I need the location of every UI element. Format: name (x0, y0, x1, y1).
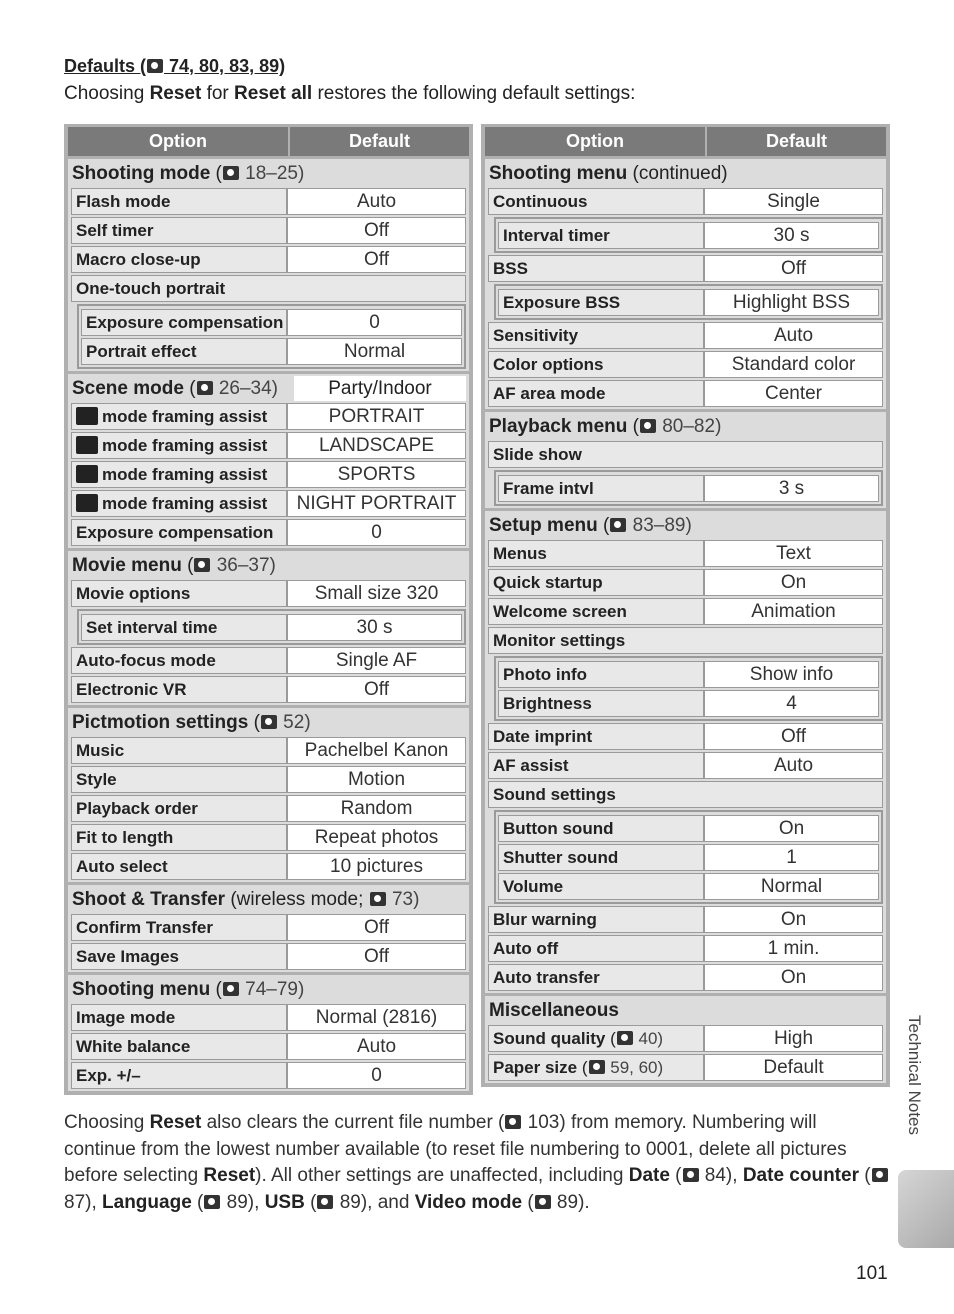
table-row: Flash mode Auto (71, 188, 466, 215)
table-row: Electronic VR Off (71, 676, 466, 703)
table-row: AF area mode Center (488, 380, 883, 407)
table-row: mode framing assist LANDSCAPE (71, 432, 466, 459)
section-title: Playback menu ( 80–82) (489, 416, 722, 437)
table-row: Macro close-up Off (71, 246, 466, 273)
table-row: Paper size ( 59, 60) Default (488, 1054, 883, 1081)
section-title: Scene mode ( 26–34) Party/Indoor (71, 376, 466, 401)
table-row: Sensitivity Auto (488, 322, 883, 349)
section-shooting-menu-continued (485, 159, 886, 409)
section-title: Pictmotion settings ( 52) (72, 712, 311, 733)
table-row: Photo info Show info (498, 661, 879, 688)
subgroup-sound-settings (494, 810, 883, 904)
subgroup-bss (494, 284, 883, 320)
table-row: Welcome screen Animation (488, 598, 883, 625)
table-row: mode framing assist NIGHT PORTRAIT (71, 490, 466, 517)
subgroup-movie-options (77, 609, 466, 645)
table-row: Interval timer 30 s (498, 222, 879, 249)
table-row: Auto-focus mode Single AF (71, 647, 466, 674)
page-reference-icon (370, 892, 386, 906)
table-row: Exp. +/– 0 (71, 1062, 466, 1089)
section-shooting-menu (68, 975, 469, 1091)
table-row: Playback order Random (71, 795, 466, 822)
table-row: Set interval time 30 s (81, 614, 462, 641)
page-reference-icon (640, 419, 656, 433)
page-reference-icon (535, 1195, 551, 1209)
section-title: Shooting menu (continued) (489, 163, 728, 184)
page-reference-icon (194, 558, 210, 572)
table-header (68, 127, 469, 156)
header-option: Option (68, 127, 290, 156)
section-shooting-mode (68, 159, 469, 371)
table-row: Button sound On (498, 815, 879, 842)
defaults-table-left (64, 124, 473, 1095)
chapter-tab (898, 1170, 954, 1248)
section-heading: Defaults ( 74, 80, 83, 89) (64, 56, 286, 76)
table-row: Portrait effect Normal (81, 338, 462, 365)
table-row: White balance Auto (71, 1033, 466, 1060)
header-default: Default (707, 127, 886, 156)
table-row: Blur warning On (488, 906, 883, 933)
table-row: Continuous Single (488, 188, 883, 215)
subgroup-slide-show (494, 470, 883, 506)
page-reference-icon (610, 518, 626, 532)
table-row: mode framing assist PORTRAIT (71, 403, 466, 430)
table-row: Music Pachelbel Kanon (71, 737, 466, 764)
subgroup-continuous (494, 217, 883, 253)
table-row: Fit to length Repeat photos (71, 824, 466, 851)
page-reference-icon (147, 59, 163, 73)
page-reference-icon (197, 381, 213, 395)
page-reference-icon (617, 1031, 633, 1045)
page-reference-icon (683, 1168, 699, 1182)
subgroup-monitor-settings (494, 656, 883, 721)
table-row: One-touch portrait (71, 275, 466, 302)
table-row: Auto off 1 min. (488, 935, 883, 962)
section-pictmotion (68, 708, 469, 882)
outro-paragraph: Choosing Reset also clears the current file number ( 103) from memory. Numbering will continue from the lowest number available (to reset file numbering to 0001, delete all pictures before selecting Reset). All other settings are unaffected, including Date ( 84), Date counter ( 87), Language ( 89), USB ( 89), and Video mode ( 89). (64, 1110, 892, 1216)
portrait-mode-icon (76, 407, 98, 425)
night-portrait-mode-icon (76, 494, 98, 512)
table-row: Brightness 4 (498, 690, 879, 717)
table-row: mode framing assist SPORTS (71, 461, 466, 488)
table-row: Shutter sound 1 (498, 844, 879, 871)
table-row: BSS Off (488, 255, 883, 282)
section-title: Setup menu ( 83–89) (489, 515, 692, 536)
table-row: Movie options Small size 320 (71, 580, 466, 607)
landscape-mode-icon (76, 436, 98, 454)
section-setup-menu (485, 511, 886, 993)
table-header (485, 127, 886, 156)
section-title: Miscellaneous (489, 1000, 619, 1021)
header-option: Option (485, 127, 707, 156)
table-row: Monitor settings (488, 627, 883, 654)
table-row: Frame intvl 3 s (498, 475, 879, 502)
header-default: Default (290, 127, 469, 156)
section-playback-menu (485, 412, 886, 508)
table-row: Exposure compensation 0 (81, 309, 462, 336)
table-row: Confirm Transfer Off (71, 914, 466, 941)
section-title: Shooting mode ( 18–25) (72, 163, 305, 184)
section-scene-mode (68, 374, 469, 548)
section-shoot-transfer (68, 885, 469, 972)
page-reference-icon (204, 1195, 220, 1209)
chapter-side-label: Technical Notes (905, 1015, 924, 1136)
page-number: 101 (856, 1263, 888, 1284)
section-title: Movie menu ( 36–37) (72, 555, 276, 576)
page-reference-icon (223, 166, 239, 180)
table-row: Slide show (488, 441, 883, 468)
table-row: Menus Text (488, 540, 883, 567)
page-reference-icon (317, 1195, 333, 1209)
table-row: Image mode Normal (2816) (71, 1004, 466, 1031)
page-reference-icon (505, 1115, 521, 1129)
table-row: Save Images Off (71, 943, 466, 970)
table-row: Style Motion (71, 766, 466, 793)
table-row: Sound settings (488, 781, 883, 808)
table-row: Exposure BSS Highlight BSS (498, 289, 879, 316)
table-row: Exposure compensation 0 (71, 519, 466, 546)
table-row: Quick startup On (488, 569, 883, 596)
table-row: Auto transfer On (488, 964, 883, 991)
table-row: AF assist Auto (488, 752, 883, 779)
subgroup-one-touch-portrait (77, 304, 466, 369)
page-reference-icon (223, 982, 239, 996)
section-title: Shooting menu ( 74–79) (72, 979, 305, 1000)
table-row: Self timer Off (71, 217, 466, 244)
table-row: Sound quality ( 40) High (488, 1025, 883, 1052)
defaults-table-right (481, 124, 890, 1087)
page-reference-icon (261, 715, 277, 729)
section-miscellaneous (485, 996, 886, 1083)
intro-text: Choosing Reset for Reset all restores the following default settings: (64, 83, 636, 104)
page-reference-icon (589, 1060, 605, 1074)
section-title: Shoot & Transfer (wireless mode; 73) (72, 889, 420, 910)
page-reference-icon (872, 1168, 888, 1182)
sports-mode-icon (76, 465, 98, 483)
table-row: Volume Normal (498, 873, 879, 900)
table-row: Date imprint Off (488, 723, 883, 750)
table-row: Auto select 10 pictures (71, 853, 466, 880)
section-movie-menu (68, 551, 469, 705)
table-row: Color options Standard color (488, 351, 883, 378)
